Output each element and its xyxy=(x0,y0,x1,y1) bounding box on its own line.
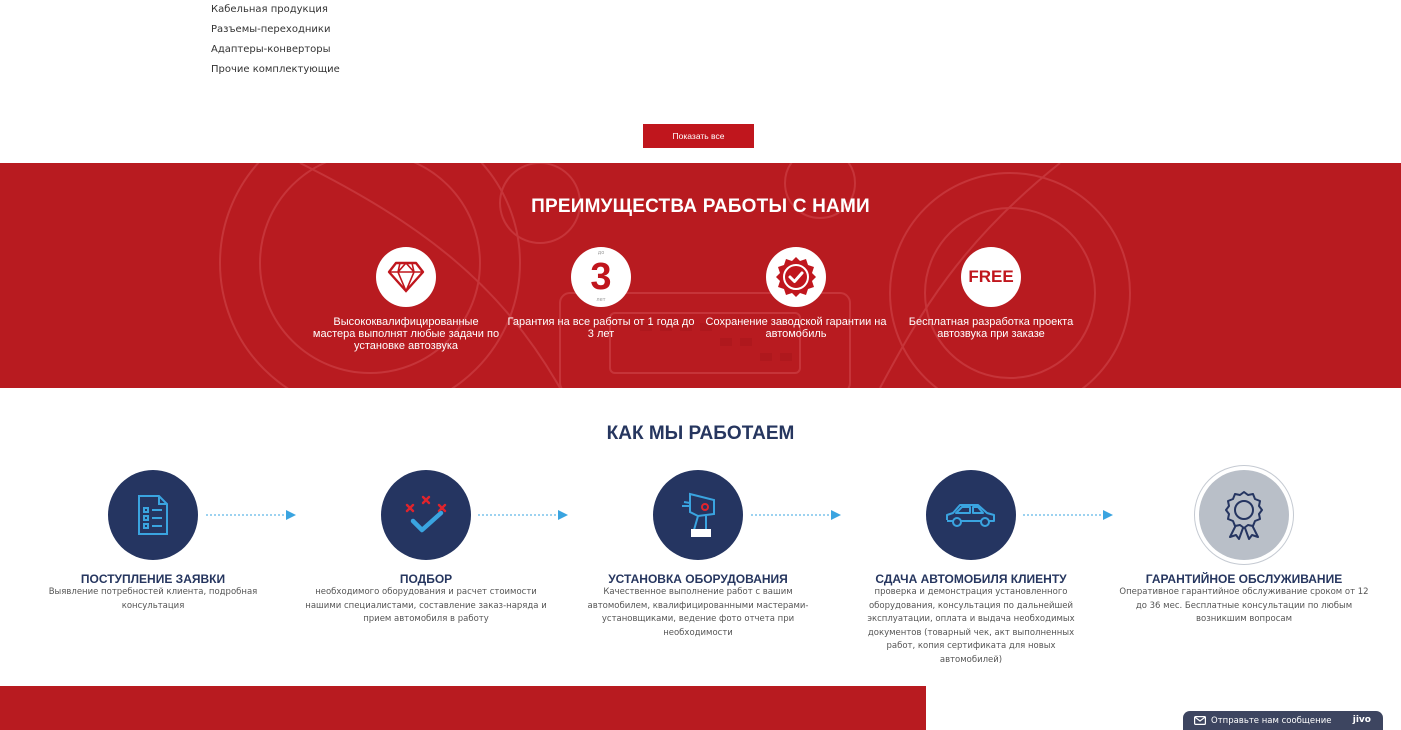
car-icon xyxy=(926,470,1016,560)
how-we-work-title: КАК МЫ РАБОТАЕМ xyxy=(606,423,795,444)
advantage-item xyxy=(701,247,891,340)
free-icon xyxy=(961,247,1021,307)
advantage-item xyxy=(896,247,1086,340)
envelope-icon xyxy=(1194,716,1206,725)
step-description: необходимого оборудования и расчет стоимости нашими специалистами, составление заказ-наряда и прием автомобиля в работу xyxy=(305,587,547,624)
advantage-item xyxy=(311,247,501,352)
step-title: УСТАНОВКА ОБОРУДОВАНИЯ xyxy=(608,572,788,586)
step-description: Качественное выполнение работ с вашим автомобилем, квалифицированными мастерами-установщиками, ведение фото отчета при необходимости xyxy=(587,587,809,638)
advantages-title: ПРЕИМУЩЕСТВА РАБОТЫ С НАМИ xyxy=(531,196,870,217)
show-all-button[interactable]: Показать все xyxy=(643,124,754,148)
selection-check-icon xyxy=(381,470,471,560)
advantage-text: Высококвалифицированные мастера выполнят любые задачи по установке автозвука xyxy=(312,316,500,352)
step-arrow xyxy=(206,509,298,521)
step-title: ГАРАНТИЙНОЕ ОБСЛУЖИВАНИЕ xyxy=(1145,572,1343,586)
warranty-prefix: до xyxy=(597,250,605,256)
free-label: FREE xyxy=(968,267,1014,286)
advantage-text: Гарантия на все работы от 1 года до 3 лет xyxy=(507,316,695,340)
warranty-suffix: лет xyxy=(596,297,606,303)
category-link-adapters[interactable]: Адаптеры-конверторы xyxy=(211,44,331,55)
process-step xyxy=(300,470,552,627)
step-description: проверка и демонстрация установленного оборудования, консультация по дальнейшей эксплуатации, оплата и выдача необходимых документов (товарный чек, акт выполненных работ, копия сертификата для новых автомобилей) xyxy=(867,587,1075,665)
drill-icon xyxy=(653,470,743,560)
advantages-section xyxy=(0,163,1401,388)
step-title: СДАЧА АВТОМОБИЛЯ КЛИЕНТУ xyxy=(875,572,1067,586)
chat-widget-button[interactable] xyxy=(1183,711,1383,730)
chat-brand-logo: jivo xyxy=(1352,715,1371,725)
category-list xyxy=(211,3,340,83)
process-step xyxy=(27,470,279,613)
category-link-other[interactable]: Прочие комплектующие xyxy=(211,64,340,75)
step-arrow xyxy=(1023,509,1115,521)
step-arrow xyxy=(478,509,570,521)
bottom-red-banner xyxy=(0,686,926,730)
chat-widget-label: Отправьте нам сообщение xyxy=(1211,715,1332,726)
process-step xyxy=(845,470,1097,667)
diamond-icon xyxy=(376,247,436,307)
advantage-text: Сохранение заводской гарантии на автомобиль xyxy=(705,316,887,340)
process-step xyxy=(1118,470,1370,627)
step-title: ПОДБОР xyxy=(399,572,453,586)
category-link-connectors[interactable]: Разъемы-переходники xyxy=(211,24,331,35)
warranty-3-years-icon xyxy=(571,247,631,307)
award-ribbon-icon xyxy=(1199,470,1289,560)
document-list-icon xyxy=(108,470,198,560)
step-arrow xyxy=(751,509,843,521)
advantage-text: Бесплатная разработка проекта автозвука при заказе xyxy=(908,316,1074,340)
step-description: Оперативное гарантийное обслуживание сроком от 12 до 36 мес. Бесплатные консультации по любым возникшим вопросам xyxy=(1119,587,1369,624)
category-link-cables[interactable]: Кабельная продукция xyxy=(211,4,328,15)
process-step xyxy=(572,470,824,640)
advantage-item xyxy=(506,247,696,340)
step-title: ПОСТУПЛЕНИЕ ЗАЯВКИ xyxy=(80,572,226,586)
warranty-number: 3 xyxy=(590,256,612,298)
step-description: Выявление потребностей клиента, подробная консультация xyxy=(48,587,258,611)
badge-check-icon xyxy=(766,247,826,307)
